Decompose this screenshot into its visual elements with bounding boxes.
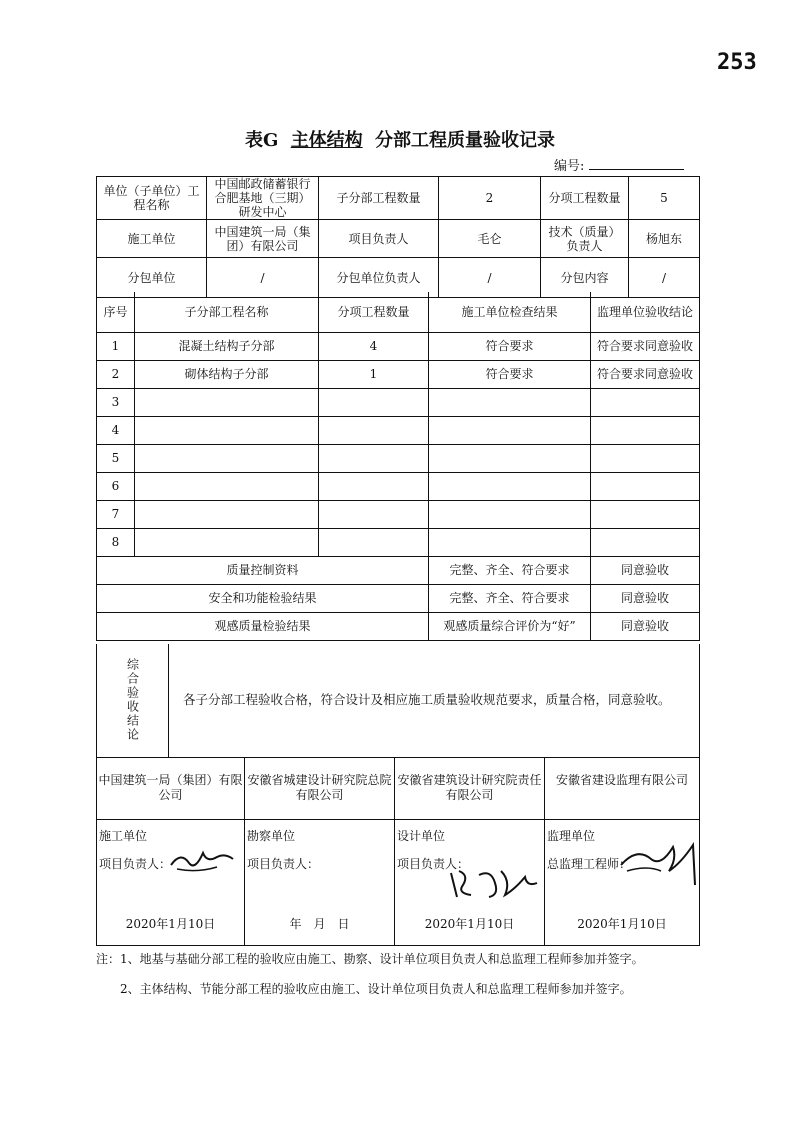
table-row [97,472,700,500]
row-name [135,388,319,416]
row-name: 砌体结构子分部 [135,360,319,388]
signature-table [96,757,700,946]
row-count [319,388,429,416]
summary-label-cell [97,644,169,757]
header-conclusion: 监理单位验收结论 [591,292,700,332]
row-name [135,500,319,528]
signature-person-label: 总监理工程师： [547,857,632,871]
signature-org: 安徽省城建设计研究院总院有限公司 [245,757,394,820]
handwritten-signature [445,865,540,901]
page-title [0,126,800,152]
row-conclusion [591,388,700,416]
row-no: 2 [97,360,135,388]
signature-date: 2020年1月10日 [125,917,216,931]
project-info-table [96,176,700,298]
sub-division-table [96,292,700,641]
table-row [97,528,700,556]
quality-control-conclusion: 同意验收 [591,556,700,584]
table-row [97,444,700,472]
appearance-label: 观感质量检验结果 [97,612,429,640]
quality-control-label: 质量控制资料 [97,556,429,584]
header-count: 分项工程数量 [319,292,429,332]
row-no: 7 [97,500,135,528]
signature-unit-label: 监理单位 [547,829,596,843]
row-check [429,388,591,416]
serial-blank [589,157,684,170]
title-subject: 主体结构 [290,130,363,151]
signature-date: 2020年1月10日 [424,917,515,931]
subcontractor-leader-value: / [439,258,541,298]
row-count: 4 [319,332,429,360]
summary-table [96,644,700,758]
header-name: 子分部工程名称 [135,292,319,332]
construction-unit-value: 中国建筑一局（集团）有限公司 [207,220,319,258]
table-row [97,416,700,444]
row-name [135,416,319,444]
subcontract-content-value: / [629,258,700,298]
row-check [429,472,591,500]
project-leader-value: 毛仑 [439,220,541,258]
row-no: 3 [97,388,135,416]
row-conclusion [591,528,700,556]
row-no: 5 [97,444,135,472]
row-check [429,528,591,556]
appearance-conclusion: 同意验收 [591,612,700,640]
footnotes [96,944,736,1004]
header-check: 施工单位检查结果 [429,292,591,332]
row-count [319,416,429,444]
row-check [429,444,591,472]
row-conclusion [591,472,700,500]
subcontract-content-label: 分包内容 [541,258,629,298]
extra-row [97,556,700,584]
summary-label: 综合验收结论 [125,658,140,743]
row-name [135,472,319,500]
safety-function-check: 完整、齐全、符合要求 [429,584,591,612]
signature-org: 中国建筑一局（集团）有限公司 [97,757,244,820]
signature-person-label: 项目负责人： [397,857,470,871]
signature-unit-label: 勘察单位 [247,829,296,843]
signature-org: 安徽省建筑设计研究院责任有限公司 [395,757,544,820]
row-no: 6 [97,472,135,500]
row-no: 1 [97,332,135,360]
note-1: 注：1、地基与基础分部工程的验收应由施工、勘察、设计单位项目负责人和总监理工程师参加并签字。 [96,952,644,966]
row-count [319,472,429,500]
row-conclusion: 符合要求同意验收 [591,360,700,388]
signature-org: 安徽省建设监理有限公司 [545,757,699,820]
signature-person-label: 项目负责人： [247,857,320,871]
row-check: 符合要求 [429,360,591,388]
table-row [97,360,700,388]
table-row [97,332,700,360]
signature-block-design [395,757,545,946]
row-count [319,500,429,528]
header-no: 序号 [97,292,135,332]
table-row [97,500,700,528]
safety-function-conclusion: 同意验收 [591,584,700,612]
handwritten-signature [617,839,699,885]
serial-number-field [554,155,684,174]
row-no: 8 [97,528,135,556]
row-conclusion [591,444,700,472]
unit-project-label: 单位（子单位）工程名称 [97,177,207,220]
signature-unit-label: 设计单位 [397,829,446,843]
tech-leader-value: 杨旭东 [629,220,700,258]
table-row [97,388,700,416]
appearance-check: 观感质量综合评价为“好” [429,612,591,640]
row-check: 符合要求 [429,332,591,360]
sub-division-count-label: 子分部工程数量 [319,177,439,220]
row-check [429,416,591,444]
unit-project-value: 中国邮政储蓄银行合肥基地（三期）研发中心 [207,177,319,220]
extra-row [97,584,700,612]
subcontractor-leader-label: 分包单位负责人 [319,258,439,298]
quality-control-check: 完整、齐全、符合要求 [429,556,591,584]
subcontractor-value: / [207,258,319,298]
row-count [319,444,429,472]
construction-unit-label: 施工单位 [97,220,207,258]
signature-date: 2020年1月10日 [577,917,667,931]
title-prefix: 表G [245,130,279,151]
subcontractor-label: 分包单位 [97,258,207,298]
row-check [429,500,591,528]
signature-block-survey [245,757,395,946]
sub-item-count-label: 分项工程数量 [541,177,629,220]
sub-item-count-value: 5 [629,177,700,220]
row-count: 1 [319,360,429,388]
safety-function-label: 安全和功能检验结果 [97,584,429,612]
row-count [319,528,429,556]
sub-division-count-value: 2 [439,177,541,220]
row-name: 混凝土结构子分部 [135,332,319,360]
row-no: 4 [97,416,135,444]
signature-unit-label: 施工单位 [99,829,148,843]
row-conclusion: 符合要求同意验收 [591,332,700,360]
project-leader-label: 项目负责人 [319,220,439,258]
row-conclusion [591,416,700,444]
signature-block-construction [97,757,245,946]
row-conclusion [591,500,700,528]
tech-leader-label: 技术（质量）负责人 [541,220,629,258]
signature-block-supervision [545,757,700,946]
handwritten-signature [167,843,237,875]
title-suffix: 分部工程质量验收记录 [374,130,555,151]
page-number: 253 [717,50,757,75]
row-name [135,444,319,472]
serial-label: 编号: [554,159,585,174]
summary-text: 各子分部工程验收合格，符合设计及相应施工质量验收规范要求，质量合格，同意验收。 [169,644,700,757]
extra-row [97,612,700,640]
signature-date: 年 月 日 [289,917,350,931]
signature-person-label: 项目负责人： [99,857,172,871]
row-name [135,528,319,556]
note-2: 2、主体结构、节能分部工程的验收应由施工、设计单位项目负责人和总监理工程师参加并签字。 [120,982,632,996]
